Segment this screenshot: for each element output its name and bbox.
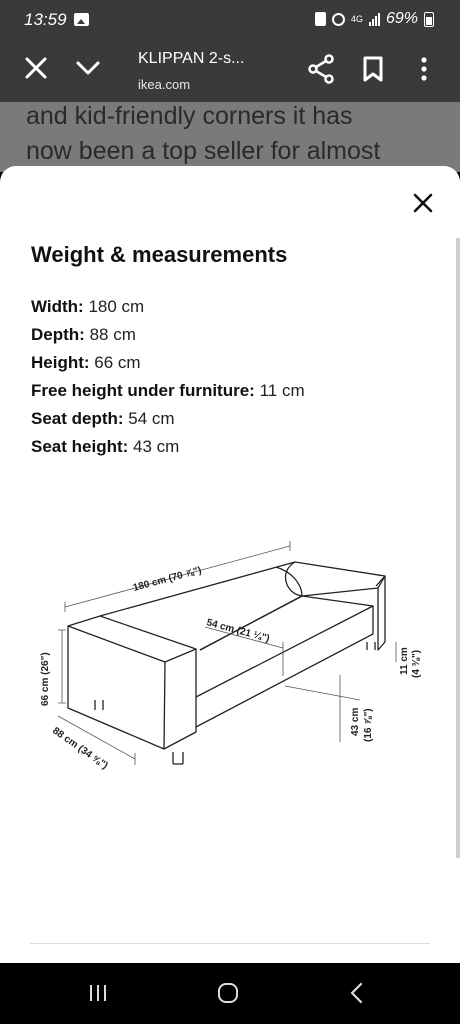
measurements-sheet bbox=[0, 166, 460, 963]
recents-icon bbox=[86, 981, 110, 1005]
bookmark-icon bbox=[360, 55, 386, 83]
page-title-block[interactable] bbox=[138, 50, 244, 92]
sheet-heading: Weight & measurements bbox=[31, 242, 288, 267]
home-button[interactable] bbox=[216, 981, 240, 1005]
measurement-depth: Depth: 88 cm bbox=[31, 325, 136, 344]
background-text-line: and kid-friendly corners it has bbox=[26, 102, 353, 130]
bookmark-button[interactable] bbox=[360, 55, 386, 83]
sheet-close-button[interactable] bbox=[410, 190, 436, 216]
divider bbox=[30, 943, 430, 944]
measurements-list bbox=[31, 296, 305, 464]
alarm-icon bbox=[332, 13, 345, 26]
diagram-label-free-height: 11 cm bbox=[399, 647, 410, 675]
notification-icon bbox=[315, 12, 326, 26]
page-title: KLIPPAN 2-s... bbox=[138, 50, 245, 67]
back-button[interactable] bbox=[345, 980, 369, 1006]
page-domain: ikea.com bbox=[138, 77, 191, 92]
browser-toolbar bbox=[0, 40, 460, 102]
home-icon bbox=[216, 981, 240, 1005]
close-icon bbox=[22, 54, 50, 82]
measurement-height: Height: 66 cm bbox=[31, 353, 141, 372]
more-options-button[interactable] bbox=[414, 55, 434, 83]
battery-percent: 69% bbox=[385, 10, 418, 27]
battery-icon bbox=[424, 12, 434, 27]
recents-button[interactable] bbox=[86, 981, 110, 1005]
background-page bbox=[0, 102, 460, 172]
status-bar bbox=[0, 0, 460, 40]
gallery-icon bbox=[74, 13, 89, 26]
close-icon bbox=[410, 190, 436, 216]
measurement-width: Width: 180 cm bbox=[31, 297, 145, 316]
measurement-seat-height: Seat height: 43 cm bbox=[31, 437, 180, 456]
diagram-label-free-height-inches: (4 ⅜") bbox=[411, 649, 422, 678]
chevron-down-icon bbox=[74, 54, 102, 82]
close-tab-button[interactable] bbox=[22, 54, 50, 82]
diagram-label-depth: 88 cm (34 ⅝") bbox=[50, 725, 110, 772]
back-icon bbox=[345, 980, 369, 1006]
signal-icon bbox=[369, 13, 380, 26]
sofa-drawing bbox=[68, 562, 385, 764]
status-icons bbox=[315, 10, 434, 28]
measurement-seat-depth: Seat depth: 54 cm bbox=[31, 409, 175, 428]
scrollbar[interactable] bbox=[456, 238, 460, 858]
network-type: 4G bbox=[350, 14, 363, 24]
diagram-label-height: 66 cm (26") bbox=[40, 652, 51, 706]
share-button[interactable] bbox=[307, 54, 335, 84]
minimize-button[interactable] bbox=[74, 54, 102, 82]
diagram-label-seat-height-inches: (16 ⅞") bbox=[363, 708, 374, 742]
more-icon bbox=[414, 55, 434, 83]
share-icon bbox=[307, 54, 335, 84]
diagram-label-seat-depth: 54 cm (21 ¼") bbox=[205, 617, 271, 645]
diagram-label-width: 180 cm (70 ⅞") bbox=[131, 565, 203, 594]
system-nav-bar bbox=[0, 963, 460, 1024]
background-text-line: now been a top seller for almost bbox=[26, 137, 381, 165]
sofa-dimension-diagram bbox=[40, 550, 420, 850]
measurement-free-height: Free height under furniture: 11 cm bbox=[31, 381, 305, 400]
dimension-lines bbox=[58, 541, 396, 765]
diagram-label-seat-height: 43 cm bbox=[350, 707, 361, 736]
status-time: 13:59 bbox=[24, 10, 67, 29]
